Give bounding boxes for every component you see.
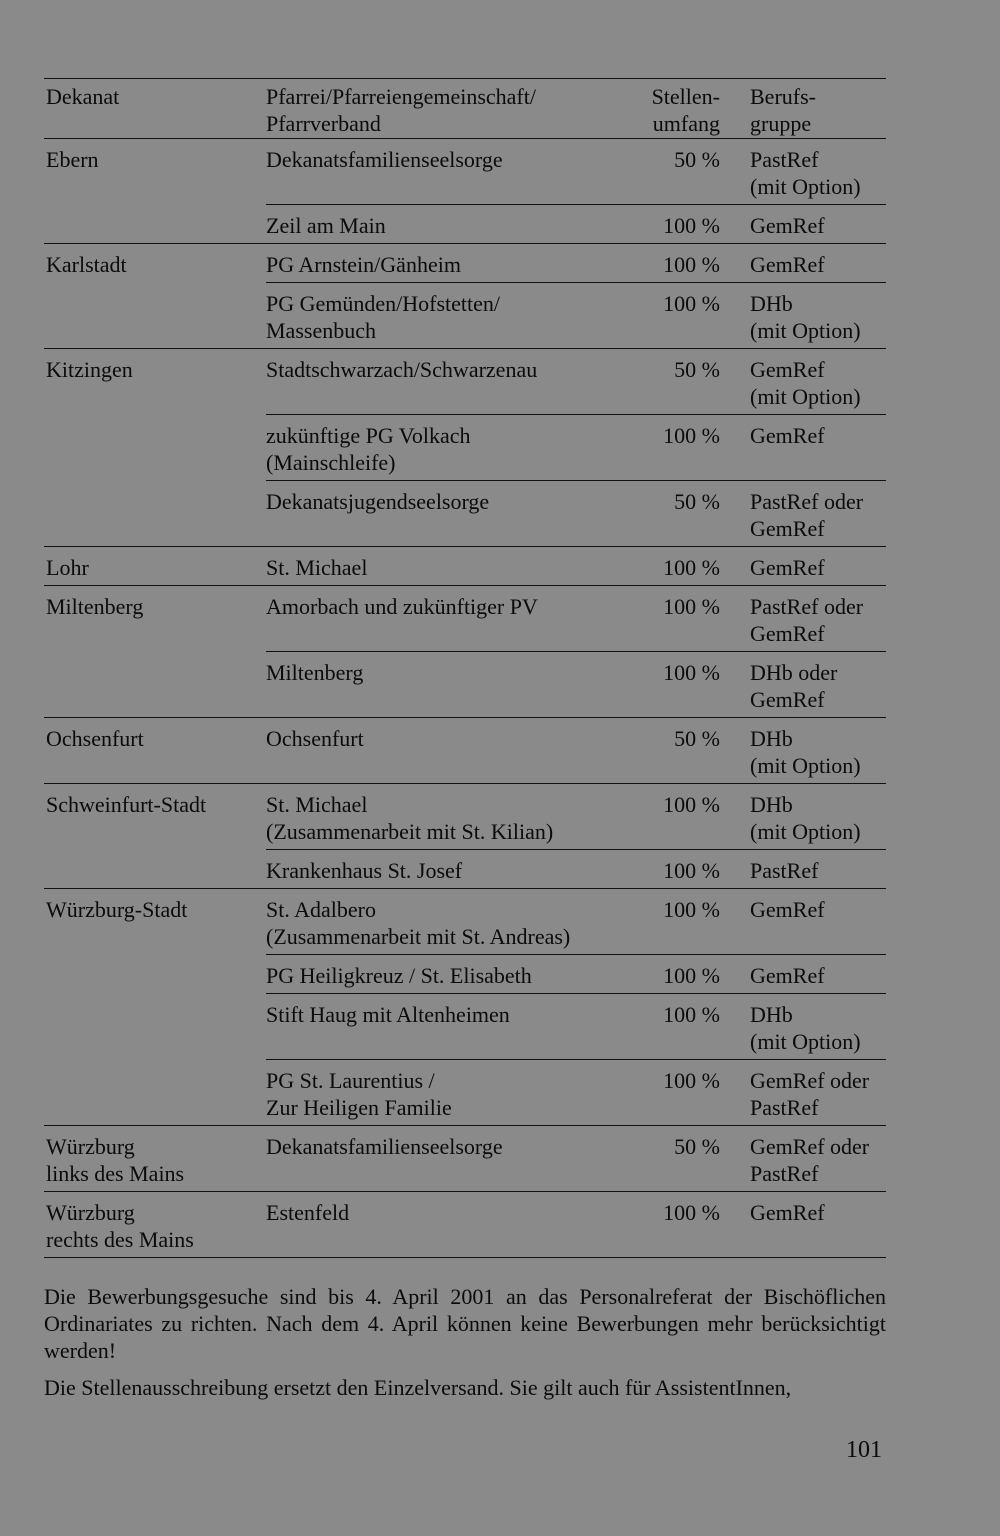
- dekanat-group: [44, 139, 886, 244]
- table-row: [266, 1192, 886, 1230]
- pfarrei-cell: Dekanatsjugendseelsorge: [266, 489, 490, 514]
- stellenumfang-cell: 50 %: [674, 726, 720, 751]
- pfarrei-cell: zukünftige PG Volkach (Mainschleife): [266, 423, 471, 475]
- berufsgruppe-cell: GemRef oder PastRef: [750, 1134, 870, 1186]
- table-row: [266, 283, 886, 348]
- pfarrei-cell: PG St. Laurentius / Zur Heiligen Familie: [266, 1068, 452, 1120]
- pfarrei-cell: Ochsenfurt: [266, 726, 364, 751]
- berufsgruppe-cell: GemRef: [750, 555, 825, 580]
- entries: [266, 784, 886, 888]
- pfarrei-cell: Stift Haug mit Altenheimen: [266, 1002, 510, 1027]
- pfarrei-cell: Amorbach und zukünftiger PV: [266, 594, 538, 619]
- header-pfarrei: Pfarrei/Pfarreiengemeinschaft/ Pfarrverband: [266, 84, 536, 136]
- pfarrei-cell: Krankenhaus St. Josef: [266, 858, 463, 883]
- dekanat-cell: Würzburg-Stadt: [46, 897, 188, 922]
- entries: [266, 349, 886, 546]
- stellenumfang-cell: 100 %: [663, 858, 720, 883]
- pfarrei-cell: Dekanatsfamilienseelsorge: [266, 1134, 503, 1159]
- pfarrei-cell: St. Michael (Zusammenarbeit mit St. Kilian): [266, 792, 554, 844]
- stellenumfang-cell: 100 %: [663, 213, 720, 238]
- dekanat-cell: Ebern: [46, 147, 99, 172]
- pfarrei-cell: Dekanatsfamilienseelsorge: [266, 147, 503, 172]
- header-berufsgruppe: Berufs- gruppe: [750, 84, 816, 136]
- berufsgruppe-cell: PastRef: [750, 858, 819, 883]
- entries: [266, 586, 886, 717]
- berufsgruppe-cell: DHb (mit Option): [750, 726, 861, 778]
- dekanat-cell: Miltenberg: [46, 594, 144, 619]
- berufsgruppe-cell: GemRef: [750, 213, 825, 238]
- dekanat-group: [44, 244, 886, 349]
- berufsgruppe-cell: DHb (mit Option): [750, 291, 861, 343]
- table-body: [44, 139, 886, 1257]
- entries: [266, 547, 886, 585]
- dekanat-group: [44, 784, 886, 889]
- dekanat-cell: Kitzingen: [46, 357, 133, 382]
- stellenumfang-cell: 100 %: [663, 660, 720, 685]
- dekanat-cell: Schweinfurt-Stadt: [46, 792, 207, 817]
- dekanat-cell: Würzburg rechts des Mains: [46, 1200, 194, 1252]
- stellenumfang-cell: 100 %: [663, 897, 720, 922]
- pfarrei-cell: St. Michael: [266, 555, 368, 580]
- entries: [266, 244, 886, 348]
- dekanat-cell: Ochsenfurt: [46, 726, 144, 751]
- berufsgruppe-cell: GemRef: [750, 1200, 825, 1225]
- stellenumfang-cell: 100 %: [663, 423, 720, 448]
- table-row: [266, 955, 886, 994]
- stellenumfang-cell: 100 %: [663, 963, 720, 988]
- dekanat-group: [44, 547, 886, 586]
- berufsgruppe-cell: PastRef (mit Option): [750, 147, 861, 199]
- dekanat-group: [44, 889, 886, 1126]
- pfarrei-cell: PG Heiligkreuz / St. Elisabeth: [266, 963, 532, 988]
- table-row: [266, 784, 886, 850]
- table-row: [266, 244, 886, 283]
- pfarrei-cell: Stadtschwarzach/Schwarzenau: [266, 357, 538, 382]
- stellenumfang-cell: 100 %: [663, 291, 720, 316]
- body-text: [44, 1283, 886, 1411]
- dekanat-cell: Würzburg links des Mains: [46, 1134, 185, 1186]
- pfarrei-cell: PG Gemünden/Hofstetten/ Massenbuch: [266, 291, 501, 343]
- stellenumfang-cell: 100 %: [663, 792, 720, 817]
- table-row: [266, 481, 886, 546]
- stellenumfang-cell: 100 %: [663, 555, 720, 580]
- paragraph: Die Stellenausschreibung ersetzt den Einzelversand. Sie gilt auch für AssistentInnen,: [44, 1375, 792, 1400]
- stellenumfang-cell: 100 %: [663, 594, 720, 619]
- table-row: [266, 718, 886, 783]
- pfarrei-cell: St. Adalbero (Zusammenarbeit mit St. Andreas): [266, 897, 571, 949]
- stellenumfang-cell: 50 %: [674, 147, 720, 172]
- berufsgruppe-cell: GemRef: [750, 423, 825, 448]
- stellenumfang-cell: 50 %: [674, 489, 720, 514]
- stellenumfang-cell: 50 %: [674, 1134, 720, 1159]
- table-row: [266, 205, 886, 243]
- stellenumfang-cell: 100 %: [663, 1068, 720, 1093]
- pfarrei-cell: Zeil am Main: [266, 213, 386, 238]
- berufsgruppe-cell: DHb oder GemRef: [750, 660, 838, 712]
- berufsgruppe-cell: DHb (mit Option): [750, 792, 861, 844]
- stellenumfang-cell: 100 %: [663, 252, 720, 277]
- pfarrei-cell: Estenfeld: [266, 1200, 350, 1225]
- dekanat-group: [44, 1192, 886, 1257]
- entries: [266, 718, 886, 783]
- berufsgruppe-cell: GemRef oder PastRef: [750, 1068, 870, 1120]
- dekanat-group: [44, 586, 886, 718]
- dekanat-group: [44, 718, 886, 784]
- stellenumfang-cell: 100 %: [663, 1002, 720, 1027]
- table-header: [44, 79, 886, 139]
- entries: [266, 1192, 886, 1257]
- positions-table: [44, 78, 886, 1258]
- table-row: [266, 547, 886, 585]
- table-row: [266, 1126, 886, 1191]
- table-row: [266, 139, 886, 205]
- berufsgruppe-cell: PastRef oder GemRef: [750, 489, 864, 541]
- dekanat-group: [44, 1126, 886, 1192]
- table-row: [266, 1060, 886, 1125]
- table-row: [266, 652, 886, 717]
- header-stellenumfang: Stellen- umfang: [651, 84, 720, 136]
- table-row: [266, 415, 886, 481]
- table-row: [266, 889, 886, 955]
- stellenumfang-cell: 100 %: [663, 1200, 720, 1225]
- stellenumfang-cell: 50 %: [674, 357, 720, 382]
- entries: [266, 1126, 886, 1191]
- berufsgruppe-cell: GemRef: [750, 897, 825, 922]
- entries: [266, 139, 886, 243]
- dekanat-cell: Lohr: [46, 555, 89, 580]
- page-number: 101: [846, 1437, 882, 1463]
- berufsgruppe-cell: DHb (mit Option): [750, 1002, 861, 1054]
- entries: [266, 889, 886, 1125]
- pfarrei-cell: Miltenberg: [266, 660, 364, 685]
- berufsgruppe-cell: GemRef (mit Option): [750, 357, 861, 409]
- pfarrei-cell: PG Arnstein/Gänheim: [266, 252, 461, 277]
- dekanat-cell: Karlstadt: [46, 252, 127, 277]
- table-row: [266, 349, 886, 415]
- berufsgruppe-cell: GemRef: [750, 252, 825, 277]
- dekanat-group: [44, 349, 886, 547]
- berufsgruppe-cell: PastRef oder GemRef: [750, 594, 864, 646]
- berufsgruppe-cell: GemRef: [750, 963, 825, 988]
- paragraph: Die Bewerbungsgesuche sind bis 4. April 2001 an das Personalreferat der Bischöflichen Ordinariates zu richten. Nach dem 4. April können keine Bewerbungen mehr berücksichtigt werden!: [44, 1284, 886, 1363]
- table-row: [266, 586, 886, 652]
- table-row: [266, 850, 886, 888]
- header-dekanat: Dekanat: [46, 84, 120, 109]
- table-row: [266, 994, 886, 1060]
